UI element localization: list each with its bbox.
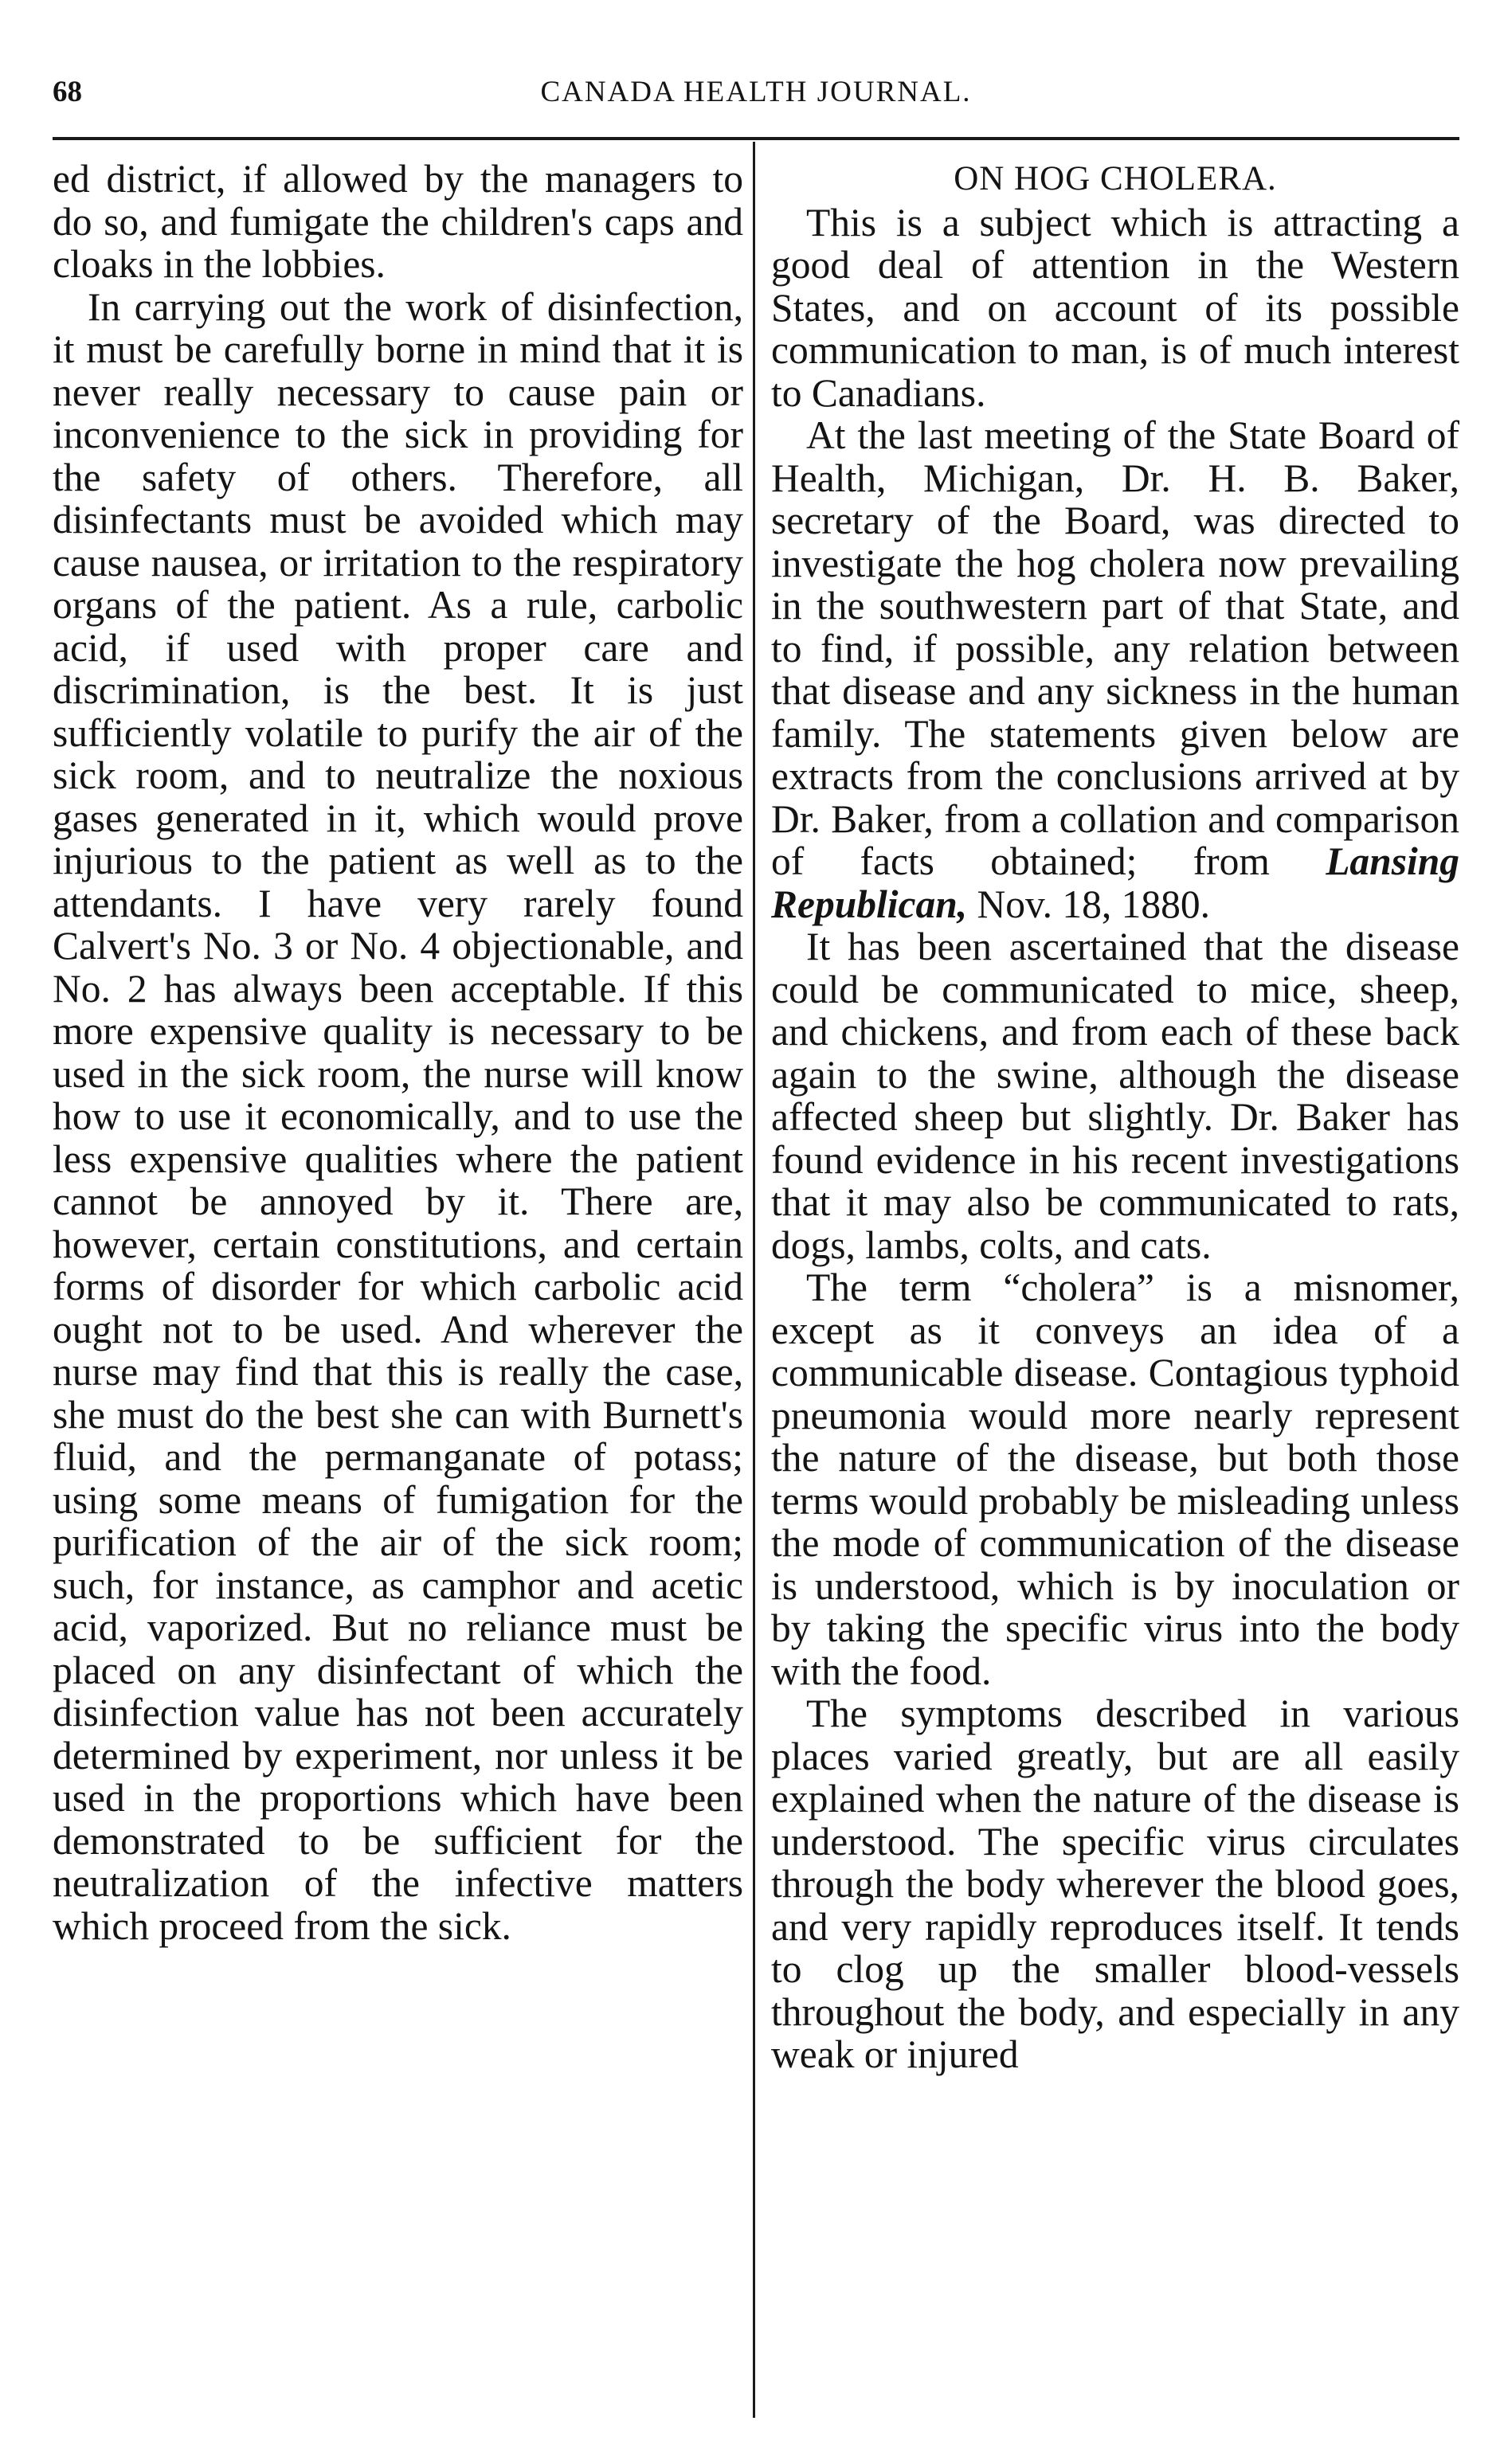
page-number: 68 (53, 76, 82, 108)
right-paragraph-4: The term “cholera” is a misnomer, except as it conveys an idea of a communicable disease. Contagious typhoid pneumonia would more nearly represent the nature of the disease, but both those terms would probably be misleading unless the mode of communication of the disease is understood, which is by inoculation or by taking the specific virus into the body with the food. (771, 1265, 1459, 1693)
left-paragraph-2: In carrying out the work of disinfection, it must be carefully borne in mind that it is never really necessary to cause pain or inconvenience to the sick in providing for the safety of others. Therefore, all disinfectants must be avoided which may cause nausea, or irritation to the respiratory organs of the patient. As a rule, carbolic acid, if used with proper care and discrimination, is the best. It is just sufficiently volatile to purify the air of the sick room, and to neutralize the noxious gases generated in it, which would prove injurious to the patient as well as to the attendants. I have very rarely found Calvert's No. 3 or No. 4 objectionable, and No. 2 has always been acceptable. If this more expensive quality is necessary to be used in the sick room, the nurse will know how to use it economically, and to use the less expensive qualities where the patient cannot be annoyed by it. There are, however, certain constitutions, and certain forms of disorder for which carbolic acid ought not to be used. And wherever the nurse may find that this is really the case, she must do the best she can with Burnett's fluid, and the permanganate of potass; using some means of fumigation for the purification of the air of the sick room; such, for instance, as camphor and acetic acid, vaporized. But no reliance must be placed on any disinfectant of which the disinfection value has not been accurately determined by experiment, nor unless it be used in the proportions which have been demonstrated to be sufficient for the neutralization of the infective matters which proceed from the sick. (53, 284, 743, 1948)
column-divider (753, 142, 755, 2418)
citation-date: Nov. 18, 1880. (967, 882, 1210, 926)
right-paragraph-5: The symptoms described in various places varied greatly, but are all easily explained when the nature of the disease is understood. The specific virus circulates through the body wherever the blood goes, and very rapidly reproduces itself. It tends to clog up the smaller blood-vessels throughout the body, and especially in any weak or injured (771, 1692, 1459, 2076)
right-column (771, 158, 1459, 2076)
left-column (53, 158, 743, 1947)
left-paragraph-1: ed district, if allowed by the managers to do so, and fumigate the children's caps and cloaks in the lobbies. (53, 157, 743, 286)
right-paragraph-3: It has been ascertained that the disease could be communicated to mice, sheep, and chickens, and from each of these back again to the swine, although the disease affected sheep but slightly. Dr. Baker has found evidence in his recent investigations that it may also be communicated to rats, dogs, lambs, colts, and cats. (771, 925, 1459, 1267)
right-paragraph-2 (771, 414, 1459, 925)
running-title: CANADA HEALTH JOURNAL. (540, 76, 972, 108)
newspaper-citation: Lansing Republican, (771, 839, 1459, 926)
right-paragraph-1: This is a subject which is attracting a good deal of attention in the Western States, and on account of its possible communication to man, is of much interest to Canadians. (771, 200, 1459, 415)
right-paragraph-2-text: At the last meeting of the State Board of Health, Michigan, Dr. H. B. Baker, secretary of the Board, was directed to investigate the hog cholera now prevailing in the southwestern part of that State, and to find, if possible, any relation between that disease and any sickness in the human family. The statements given below are extracts from the conclusions arrived at by Dr. Baker, from a collation and comparison of facts obtained; from (771, 413, 1459, 883)
article-heading: ON HOG CHOLERA. (954, 160, 1277, 198)
header-rule (53, 137, 1459, 140)
page-header (53, 67, 1459, 118)
